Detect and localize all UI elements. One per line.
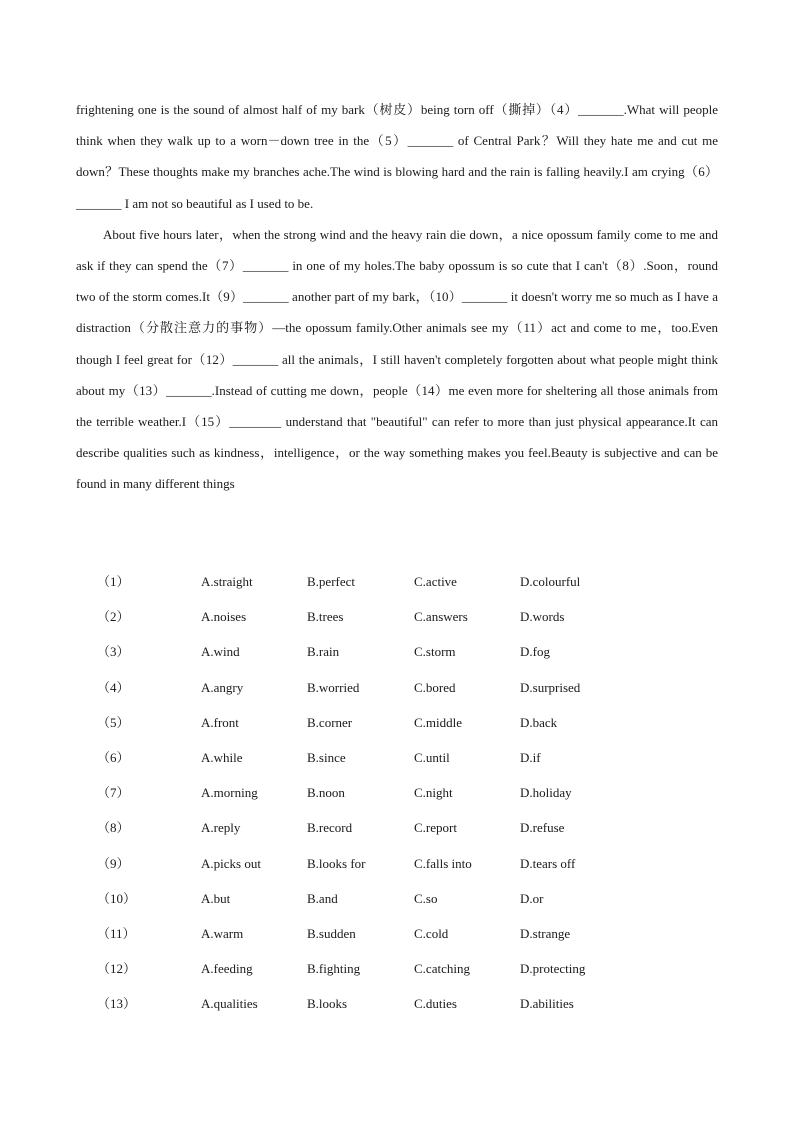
question-number: （7）: [97, 785, 130, 801]
reading-passage: [76, 94, 718, 500]
option-a: A.wind: [201, 644, 240, 660]
question-number: （9）: [97, 855, 130, 871]
option-b: B.perfect: [307, 574, 356, 589]
option-d: D.abilities: [520, 996, 574, 1012]
option-c: C.report: [414, 820, 457, 836]
option-a: A.warm: [201, 925, 244, 941]
question-number: （10）: [97, 890, 137, 906]
question-number: （12）: [97, 961, 137, 977]
question-number: （3）: [97, 644, 130, 660]
option-a: A.reply: [201, 820, 241, 836]
question-number: （2）: [97, 609, 130, 625]
option-d: D.or: [520, 890, 544, 906]
option-a: A.picks out: [201, 855, 261, 871]
question-number: （5）: [97, 714, 130, 730]
option-d: D.holiday: [520, 785, 572, 801]
option-c: C.catching: [414, 961, 470, 977]
option-d: D.back: [520, 714, 558, 730]
question-number: （6）: [97, 749, 130, 765]
option-a: A.angry: [201, 679, 244, 695]
option-d: D.fog: [520, 644, 550, 660]
question-number: （4）: [97, 679, 130, 695]
option-d: D.protecting: [520, 961, 586, 977]
option-b: B.corner: [307, 714, 353, 730]
option-a: A.feeding: [201, 961, 253, 977]
option-a: A.qualities: [201, 996, 258, 1012]
option-b: B.trees: [307, 609, 344, 625]
passage-paragraph-1: frightening one is the sound of almost half of my bark（树皮）being torn off（撕掉）（4）_______.What will people think when they walk up to a worn－down tree in the（5）_______ of Central Park？Will they hate me and cut me down？These thoughts make my branches ache.The wind is blowing hard and the rain is falling heavily.I am crying（6）_______ I am not so beautiful as I used to be.: [76, 102, 718, 211]
question-number: （13）: [97, 996, 137, 1012]
option-c: C.cold: [414, 925, 449, 941]
option-b: B.record: [307, 820, 353, 836]
option-a: A.morning: [201, 785, 258, 801]
option-c: C.so: [414, 890, 438, 906]
option-a: A.noises: [201, 609, 247, 625]
option-b: B.since: [307, 749, 346, 765]
question-number: （1）: [97, 574, 130, 589]
option-d: D.words: [520, 609, 565, 625]
option-d: D.strange: [520, 925, 571, 941]
option-b: B.sudden: [307, 925, 356, 941]
option-c: C.answers: [414, 609, 468, 625]
option-c: C.bored: [414, 679, 456, 695]
option-c: C.until: [414, 749, 450, 765]
question-number: （11）: [97, 925, 136, 941]
option-a: A.while: [201, 749, 243, 765]
option-c: C.active: [414, 574, 457, 589]
option-c: C.storm: [414, 644, 456, 660]
option-b: B.looks: [307, 996, 348, 1012]
question-number: （8）: [97, 820, 130, 836]
option-c: C.middle: [414, 714, 463, 730]
option-d: D.tears off: [520, 855, 576, 871]
option-c: C.duties: [414, 996, 457, 1012]
option-a: A.front: [201, 714, 239, 730]
option-b: B.and: [307, 890, 338, 906]
option-b: B.fighting: [307, 961, 361, 977]
passage-paragraph-2: About five hours later，when the strong wind and the heavy rain die down，a nice opossum family come to me and ask if they can spend the（7）_______ in one of my holes.The baby opossum is so cute that I can't（8）.Soon，round two of the storm comes.It（9）_______ another part of my bark，（10）_______ it doesn't worry me so much as I have a distraction（分散注意力的事物）—the opossum family.Other animals see my（11）act and come to me，too.Even though I feel great for（12）_______ all the animals，I still haven't completely forgotten about what people might think about my（13）_______.Instead of cutting me down，people（14）me even more for sheltering all those animals from the terrible weather.I（15）________ understand that "beautiful" can refer to more than just physical appearance.It can describe qualities such as kindness，intelligence，or the way something makes you feel.Beauty is subjective and can be found in many different things: [76, 226, 718, 492]
option-d: D.refuse: [520, 820, 565, 836]
option-b: B.looks for: [307, 855, 366, 871]
option-a: A.but: [201, 890, 231, 906]
option-b: B.worried: [307, 679, 360, 695]
option-d: D.if: [520, 749, 541, 765]
option-d: D.colourful: [520, 574, 581, 589]
option-c: C.falls into: [414, 855, 472, 871]
option-d: D.surprised: [520, 679, 581, 695]
option-b: B.noon: [307, 785, 345, 801]
option-b: B.rain: [307, 644, 340, 660]
option-a: A.straight: [201, 574, 253, 589]
option-c: C.night: [414, 785, 453, 801]
